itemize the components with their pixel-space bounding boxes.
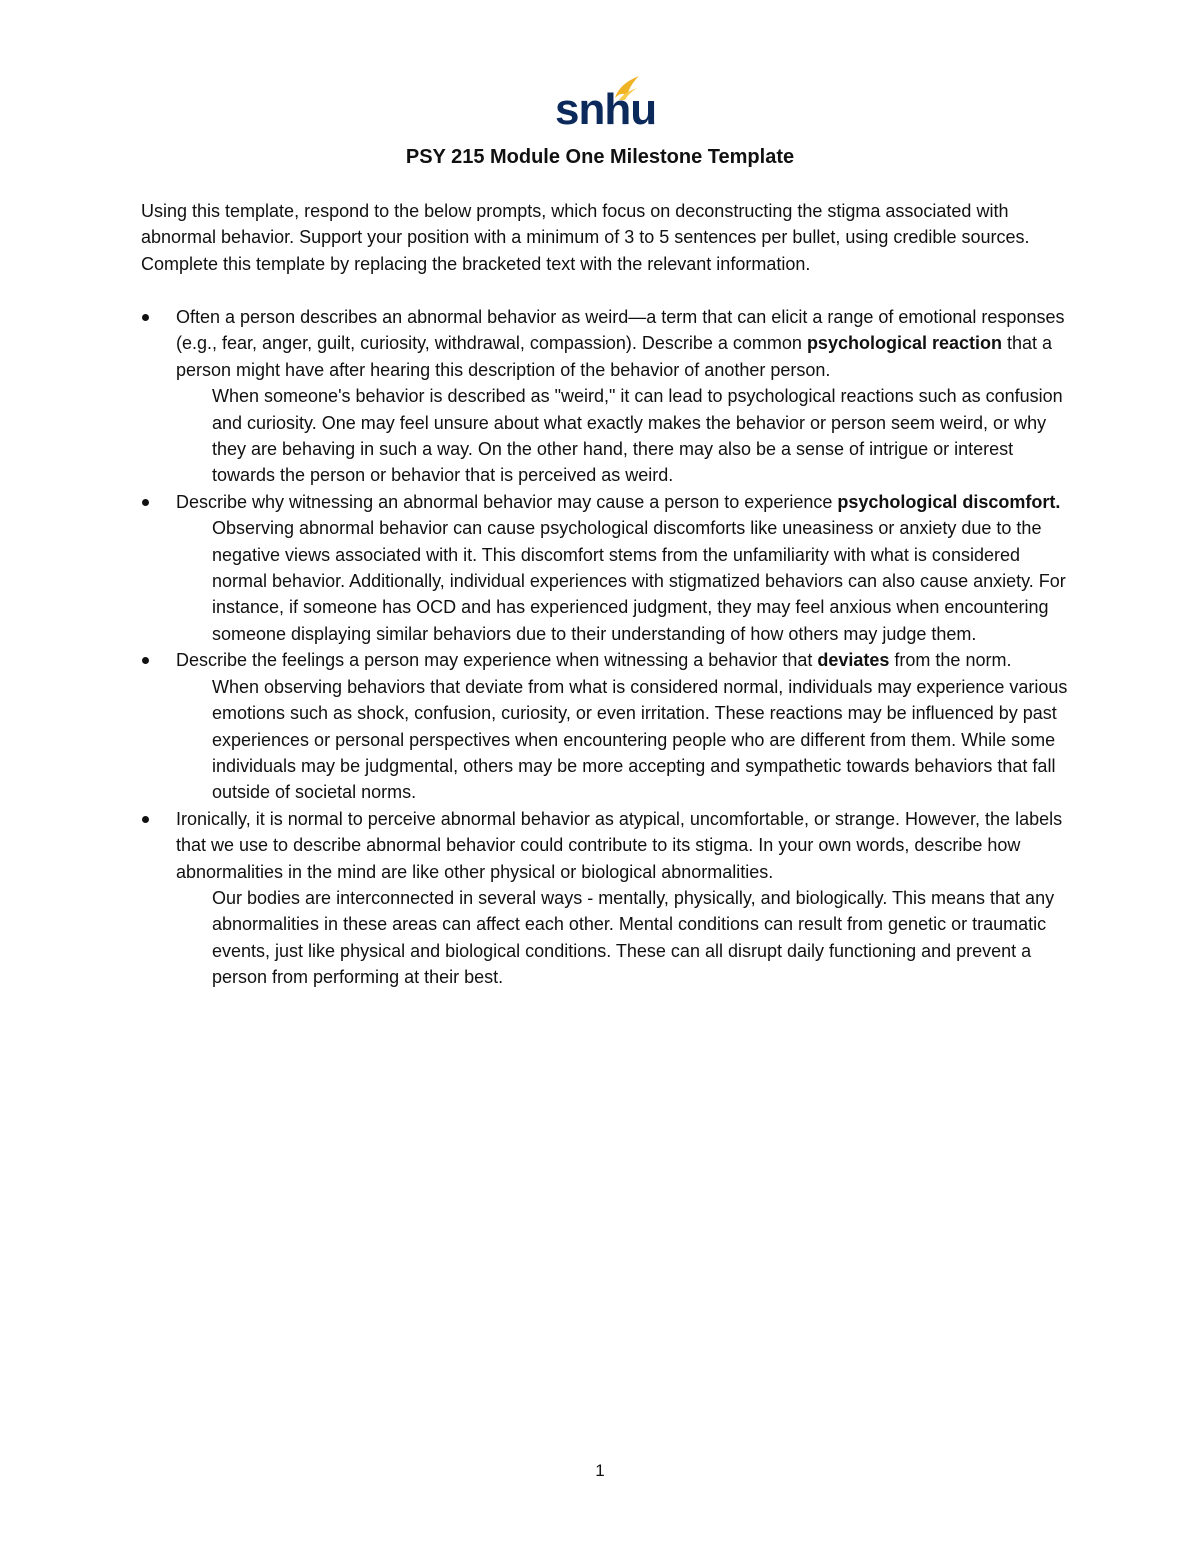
prompt-text: Often a person describes an abnormal behavior as weird—a term that can elicit a range of emotional responses (e.g., fear, anger, guilt, curiosity, withdrawal, compassion). Describe a common psychological reaction that a person might have after hearing this description of the behavior of another person. [176,307,1065,380]
list-item [0,489,1200,647]
answer-text: Our bodies are interconnected in several ways - mentally, physically, and biologically. This means that any abnormalities in these areas can affect each other. Mental conditions can result from genetic or traumatic events, just like physical and biological conditions. These can all disrupt daily functioning and prevent a person from performing at their best. [212,887,1055,988]
prompt-list [0,304,1200,991]
list-item [0,806,1200,991]
answer-text: When observing behaviors that deviate from what is considered normal, individuals may experience various emotions such as shock, confusion, curiosity, or even irritation. These reactions may be influenced by past experiences or personal perspectives when encountering people who are different from them. While some individuals may be judgmental, others may be more accepting and sympathetic towards behaviors that fall outside of societal norms. [212,676,1068,803]
bullet-icon [142,816,149,823]
prompt-text: Ironically, it is normal to perceive abnormal behavior as atypical, uncomfortable, or strange. However, the labels that we use to describe abnormal behavior could contribute to its stigma. In your own words, describe how abnormalities in the mind are like other physical or biological abnormalities. [176,808,1063,882]
list-item [0,304,1200,489]
bullet-icon [142,657,149,664]
bullet-icon [142,499,149,506]
prompt-emphasis: psychological discomfort [837,491,1056,512]
bullet-icon [142,314,149,321]
logo-wordmark: snhu [555,85,657,134]
prompt-text: Describe the feelings a person may experience when witnessing a behavior that deviates from the norm. [176,650,1012,671]
prompt-text: Describe why witnessing an abnormal behavior may cause a person to experience psychological discomfort. [176,491,1061,512]
answer-text: Observing abnormal behavior can cause psychological discomforts like uneasiness or anxiety due to the negative views associated with it. This discomfort stems from the unfamiliarity with what is considered normal behavior. Additionally, individual experiences with stigmatized behaviors can also cause anxiety. For instance, if someone has OCD and has experienced judgment, they may feel anxious when encountering someone displaying similar behaviors due to their understanding of how others may judge them. [212,518,1066,644]
prompt-emphasis: deviates [817,650,890,671]
intro-paragraph: Using this template, respond to the below prompts, which focus on deconstructing the stigma associated with abnormal behavior. Support your position with a minimum of 3 to 5 sentences per bullet, using credible sources. Complete this template by replacing the bracketed text with the relevant information. [141,201,1030,274]
answer-text: When someone's behavior is described as "weird," it can lead to psychological reactions such as confusion and curiosity. One may feel unsure about what exactly makes the behavior or person seem weird, or why they are behaving in such a way. On the other hand, there may also be a sense of intrigue or interest towards the person or behavior that is perceived as weird. [212,386,1063,486]
document-title: PSY 215 Module One Milestone Template [405,146,795,168]
prompt-emphasis: psychological reaction [806,333,1002,354]
snhu-logo [555,72,657,134]
list-item [0,647,1200,805]
page-number: 1 [595,1461,605,1480]
